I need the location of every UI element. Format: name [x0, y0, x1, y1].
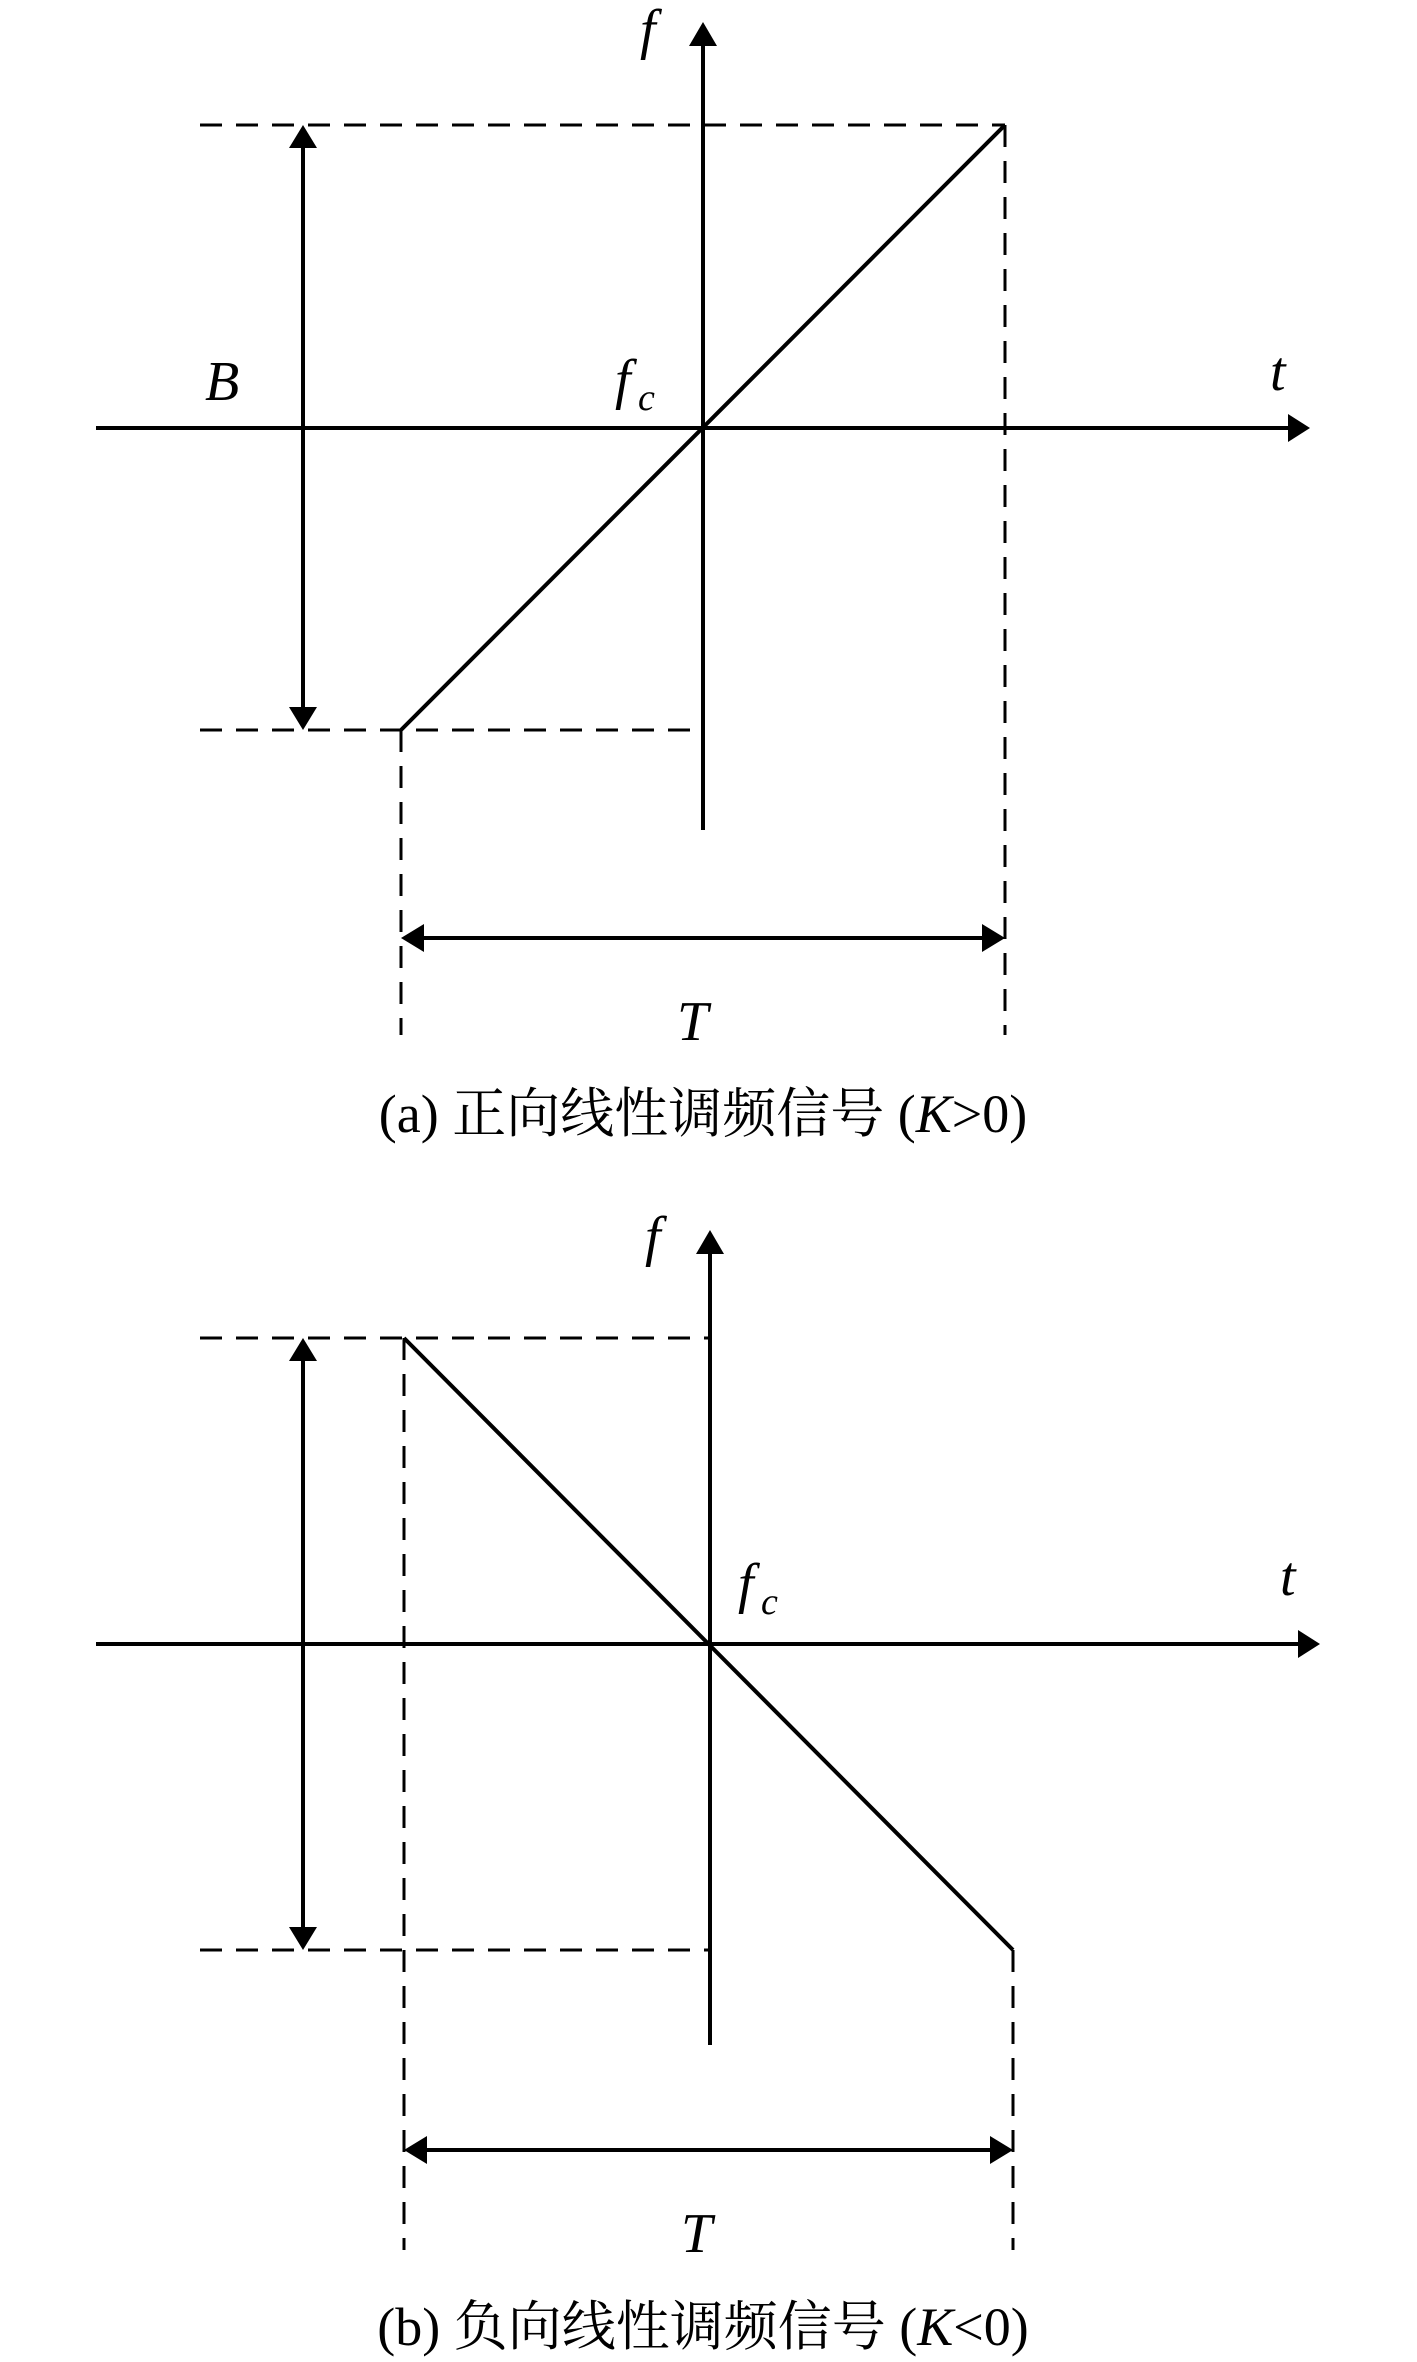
- bandwidth-arrowhead-bottom-b: [289, 1927, 317, 1950]
- panel-b: [96, 1206, 1320, 2357]
- center-freq-label-a: f: [615, 349, 631, 411]
- duration-arrowhead-right-b: [990, 2136, 1013, 2164]
- bandwidth-arrowhead-bottom-a: [289, 707, 317, 730]
- duration-label-a: T: [677, 991, 709, 1053]
- center-freq-label-b: f: [738, 1553, 754, 1615]
- bandwidth-arrowhead-top-a: [289, 125, 317, 148]
- t-axis-arrowhead-b: [1298, 1630, 1320, 1658]
- f-axis-label-b: f: [645, 1206, 661, 1268]
- f-axis-arrowhead-b: [696, 1230, 724, 1254]
- center-freq-subscript-b: c: [761, 1581, 778, 1623]
- bandwidth-arrowhead-top-b: [289, 1338, 317, 1361]
- caption-b: (b) 负向线性调频信号 (K<0): [377, 2297, 1029, 2357]
- caption-a: (a) 正向线性调频信号 (K>0): [378, 1084, 1028, 1144]
- f-axis-label-a: f: [640, 0, 656, 61]
- duration-arrowhead-left-b: [404, 2136, 427, 2164]
- panel-a: [96, 0, 1310, 1144]
- center-freq-subscript-a: c: [638, 377, 655, 419]
- duration-arrowhead-left-a: [401, 924, 424, 952]
- duration-arrowhead-right-a: [982, 924, 1005, 952]
- t-axis-label-a: t: [1270, 341, 1286, 403]
- f-axis-arrowhead-a: [689, 22, 717, 46]
- bandwidth-label-a: B: [205, 351, 240, 413]
- t-axis-label-b: t: [1280, 1546, 1296, 1608]
- t-axis-arrowhead-a: [1288, 414, 1310, 442]
- duration-label-b: T: [681, 2203, 713, 2265]
